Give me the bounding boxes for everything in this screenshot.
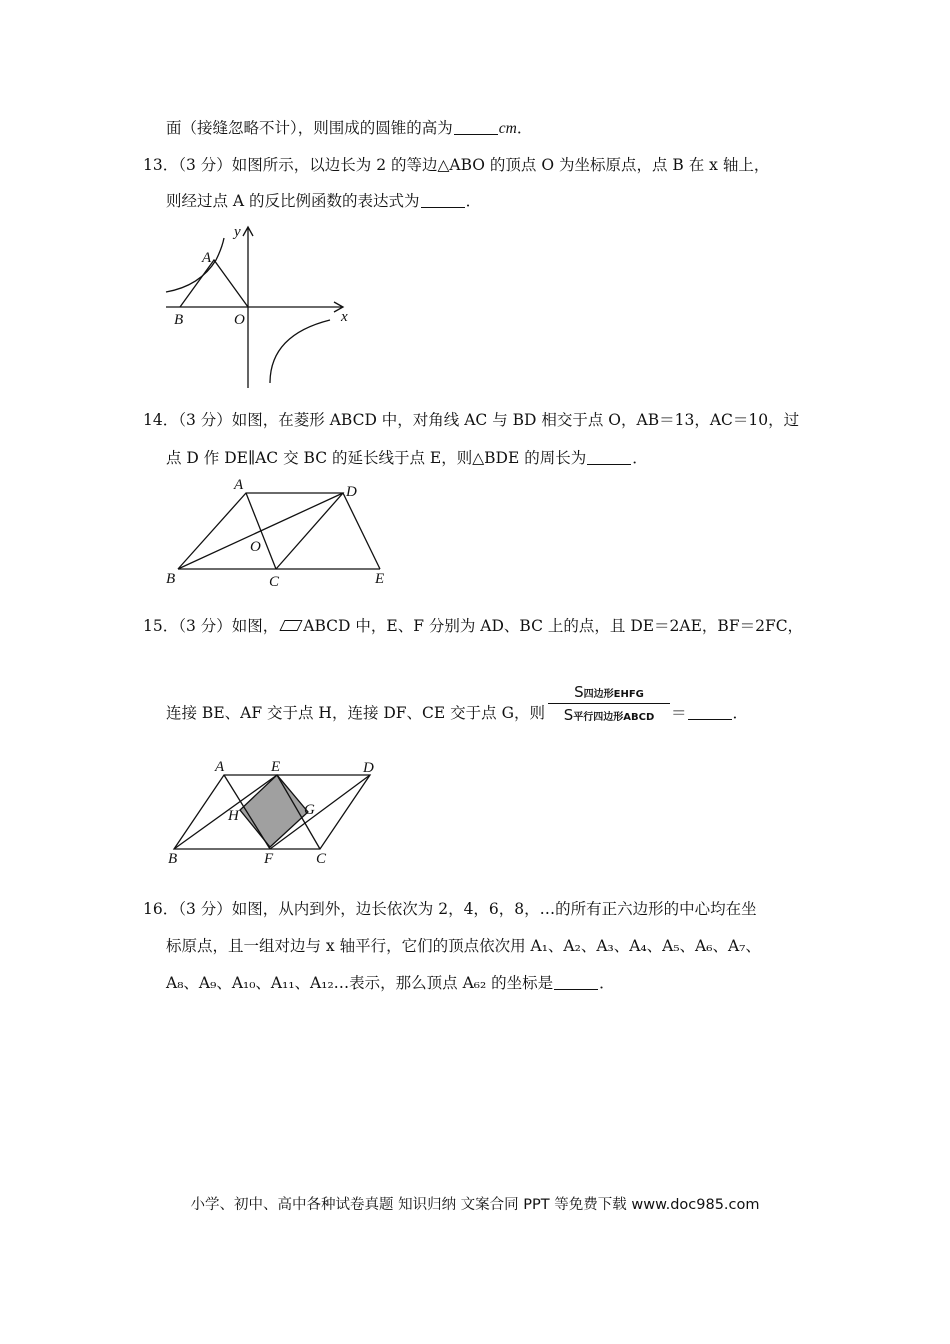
label-g: G bbox=[304, 802, 315, 818]
answer-blank bbox=[688, 705, 732, 720]
label-a: A bbox=[234, 477, 244, 493]
label-e: E bbox=[271, 759, 281, 775]
label-b: B bbox=[168, 851, 178, 867]
label-o: O bbox=[250, 539, 261, 555]
q14-line1: 14．（3 分）如图，在菱形 ABCD 中，对角线 AC 与 BD 相交于点 O，AB＝13，AC＝10，过 bbox=[143, 411, 800, 429]
q13-figure bbox=[160, 220, 360, 390]
area-ratio-fraction bbox=[548, 683, 670, 724]
fraction-numerator: S四边形EHFG bbox=[574, 683, 644, 701]
q16-line1: 16．（3 分）如图，从内到外，边长依次为 2，4，6，8，…的所有正六边形的中心均在坐 bbox=[143, 900, 757, 918]
answer-blank bbox=[421, 193, 465, 208]
label-a: A bbox=[202, 250, 212, 266]
label-d: D bbox=[363, 760, 374, 776]
label-e: E bbox=[375, 571, 385, 587]
answer-blank bbox=[554, 975, 598, 990]
q13-line2: 则经过点 A 的反比例函数的表达式为 ． bbox=[166, 192, 482, 210]
label-c: C bbox=[316, 851, 327, 867]
label-b: B bbox=[174, 312, 184, 328]
fraction-denominator: S平行四边形ABCD bbox=[563, 706, 655, 724]
q15-line1: 15．（3 分）如图， ABCD 中，E、F 分别为 AD、BC 上的点，且 DE＝2AE，BF＝2FC， bbox=[143, 617, 804, 635]
parallelogram-symbol bbox=[280, 620, 303, 631]
q16-line3: A₈、A₉、A₁₀、A₁₁、A₁₂…表示，那么顶点 A₆₂ 的坐标是 ． bbox=[166, 974, 615, 992]
q12-line: 面（接缝忽略不计），则围成的圆锥的高为 cm． bbox=[166, 119, 533, 137]
label-c: C bbox=[269, 574, 280, 590]
label-o: O bbox=[234, 312, 245, 328]
q15-line2: 连接 BE、AF 交于点 H，连接 DF、CE 交于点 G，则 bbox=[166, 704, 545, 722]
q15-answer: ＝ ． bbox=[671, 704, 749, 722]
q14-figure bbox=[160, 474, 400, 592]
page-footer: 小学、初中、高中各种试卷真题 知识归纳 文案合同 PPT 等免费下载 www.doc985.com bbox=[190, 1197, 760, 1213]
label-f: F bbox=[264, 851, 274, 867]
answer-blank bbox=[587, 450, 631, 465]
label-h: H bbox=[228, 808, 239, 824]
q16-line2: 标原点，且一组对边与 x 轴平行，它们的顶点依次用 A₁、A₂、A₃、A₄、A₅、A₆、A₇、 bbox=[166, 937, 761, 955]
q15-figure bbox=[160, 756, 390, 868]
label-x: x bbox=[341, 309, 348, 325]
fraction-bar bbox=[548, 703, 670, 704]
q13-line1: 13．（3 分）如图所示，以边长为 2 的等边△ABO 的顶点 O 为坐标原点，点 B 在 x 轴上， bbox=[143, 156, 770, 174]
label-d: D bbox=[346, 484, 357, 500]
q14-line2: 点 D 作 DE∥AC 交 BC 的延长线于点 E，则△BDE 的周长为 ． bbox=[166, 449, 648, 467]
label-a: A bbox=[215, 759, 225, 775]
label-y: y bbox=[234, 224, 241, 240]
label-b: B bbox=[166, 571, 176, 587]
answer-blank bbox=[454, 120, 498, 135]
